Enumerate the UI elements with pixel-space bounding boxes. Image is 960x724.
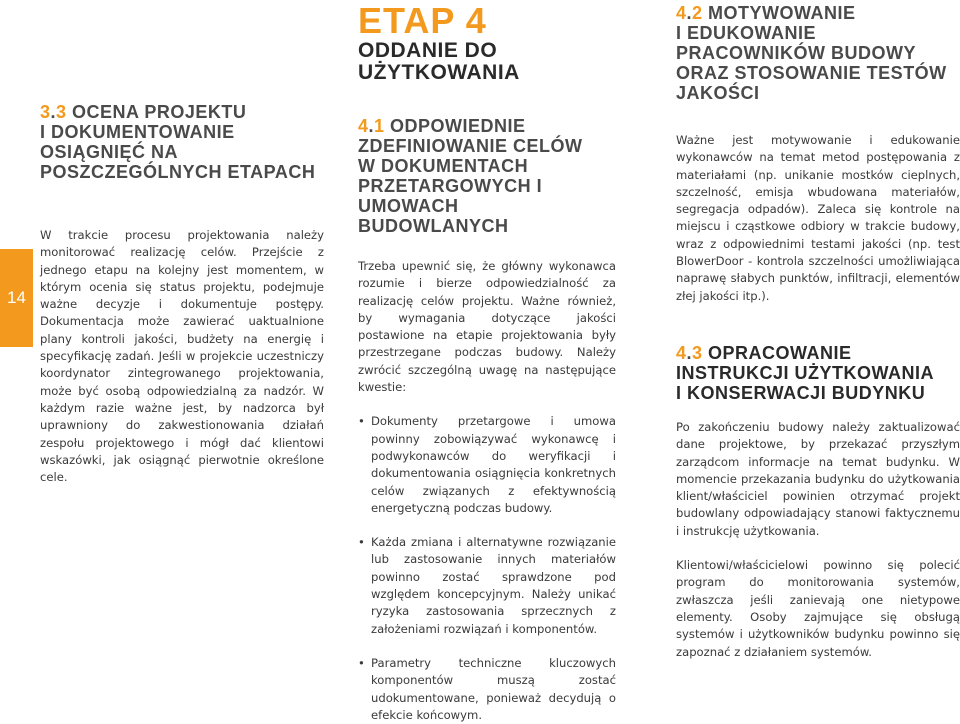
heading-number: 4.1 [358, 116, 385, 136]
heading-line: OCENA PROJEKTU [66, 102, 247, 122]
heading-line: I KONSERWACJI BUDYNKU [676, 382, 926, 403]
list-item: • Parametry techniczne kluczowych komponentów muszą zostać udokumentowane, ponieważ decydują o efekcie końcowym. [358, 655, 616, 724]
page-number: 14 [7, 288, 26, 307]
column-1 [40, 102, 324, 486]
heading-line: I DOKUMENTOWANIE [40, 122, 235, 142]
page-number-tab [0, 249, 33, 347]
section-3-3-body: W trakcie procesu projektowania należy monitorować realizację celów. Przejście z jednego etapu na kolejny jest momentem, w którym ocenia się status projektu, podejmuje ważne decyzje i dokumentuje postępy. Dokumentacja może zawierać uaktualnione plany kontroli jakości, budżety na energię i specyfikację zadań. Jeśli w projekcie uczestniczy koordynator zintegrowanego projektowania, może być osobą odpowiedzialną za nadzór. W każdym razie ważne jest, by nadzorca był uprawniony do zakwestionowania działań zespołu projektowego i mógł dać klientowi wskazówki, jak osiągnąć pierwotnie określone cele. [40, 228, 324, 485]
heading-line: JAKOŚCI [676, 83, 760, 103]
section-4-3-heading [676, 343, 960, 403]
heading-line: ZDEFINIOWANIE CELÓW [358, 136, 583, 156]
heading-number: 4.2 [676, 3, 703, 23]
stage-subtitle [358, 40, 616, 84]
stage-title: ETAP 4 [358, 0, 487, 41]
section-4-2-heading [676, 3, 960, 103]
stage-subtitle-line: ODDANIE DO [358, 39, 498, 62]
heading-line: I EDUKOWANIE [676, 23, 817, 43]
section-4-1-bullets [358, 413, 616, 724]
section-4-2-body: Ważne jest motywowanie i edukowanie wykonawców na temat metod postępowania z materiałami (np. unikanie mostków cieplnych, szczelność, emisja wbudowana materiałów, segregacja odpadów). Zaleca się kontrole na miejscu i cząstkowe odbiory w trakcie budowy, wraz z odpowiednimi testami jakości (np. test BlowerDoor - kontrola szczelności umożliwiająca naprawę słabych punktów, infiltracji, elementów złej jakości itp.). [676, 133, 960, 303]
section-4-3-body-2: Klientowi/właścicielowi powinno się polecić program do monitorowania systemów, zwłaszcza jeśli zanievają one nietypowe elementy. Osoby zajmujące się obsługą systemów i użytkowników budynku powinno się zapoznać z działaniem systemów. [676, 558, 960, 659]
heading-number: 4.3 [676, 342, 703, 363]
section-4-3-body: Po zakończeniu budowy należy zaktualizować dane projektowe, by przekazać przyszłym zarządcom informacje na temat budynku. W momencie przekazania budynku do użytkowania klient/właściciel powinien otrzymać projekt budowlany odpowiadający stanowi faktycznemu i instrukcję użytkowania. [676, 419, 960, 538]
heading-line: BUDOWLANYCH [358, 216, 509, 236]
list-item: • Dokumenty przetargowe i umowa powinny zobowiązywać wykonawcę i podwykonawców do weryfikacji i dokumentowania osiągnięcia konkretnych celów związanych z efektywnością energetyczną podczas budowy. [358, 413, 616, 517]
section-4-1-heading [358, 116, 616, 236]
section-4-1-body: Trzeba upewnić się, że główny wykonawca rozumie i bierze odpowiedzialność za realizację celów projektu. Ważne również, by wymagania dotyczące jakości postawione na etapie projektowania były przestrzegane podczas budowy. Należy zwrócić szczególną uwagę na następujące kwestie: [358, 259, 616, 395]
heading-line: PRACOWNIKÓW BUDOWY [676, 43, 916, 63]
heading-line: POSZCZEGÓLNYCH ETAPACH [40, 162, 316, 182]
column-3 [676, 3, 960, 661]
heading-line: MOTYWOWANIE [702, 3, 856, 23]
column-2 [358, 0, 616, 724]
heading-line: PRZETARGOWYCH I UMOWACH [358, 176, 543, 216]
heading-line: INSTRUKCJI UŻYTKOWANIA [676, 362, 934, 383]
heading-line: OSIĄGNIĘĆ NA [40, 142, 179, 162]
list-item: • Każda zmiana i alternatywne rozwiązanie lub zastosowanie innych materiałów powinno zostać sprawdzone pod względem koncepcyjnym. Należy unikać ryzyka zastosowania sprzecznych z założeniami rozwiązań i komponentów. [358, 534, 616, 638]
heading-line: W DOKUMENTACH [358, 156, 529, 176]
section-3-3-heading [40, 102, 324, 182]
heading-line: ORAZ STOSOWANIE TESTÓW [676, 63, 947, 83]
heading-number: 3.3 [40, 102, 67, 122]
stage-subtitle-line: UŻYTKOWANIA [358, 61, 520, 84]
heading-line: OPRACOWANIE [702, 342, 852, 363]
heading-line: ODPOWIEDNIE [384, 116, 526, 136]
